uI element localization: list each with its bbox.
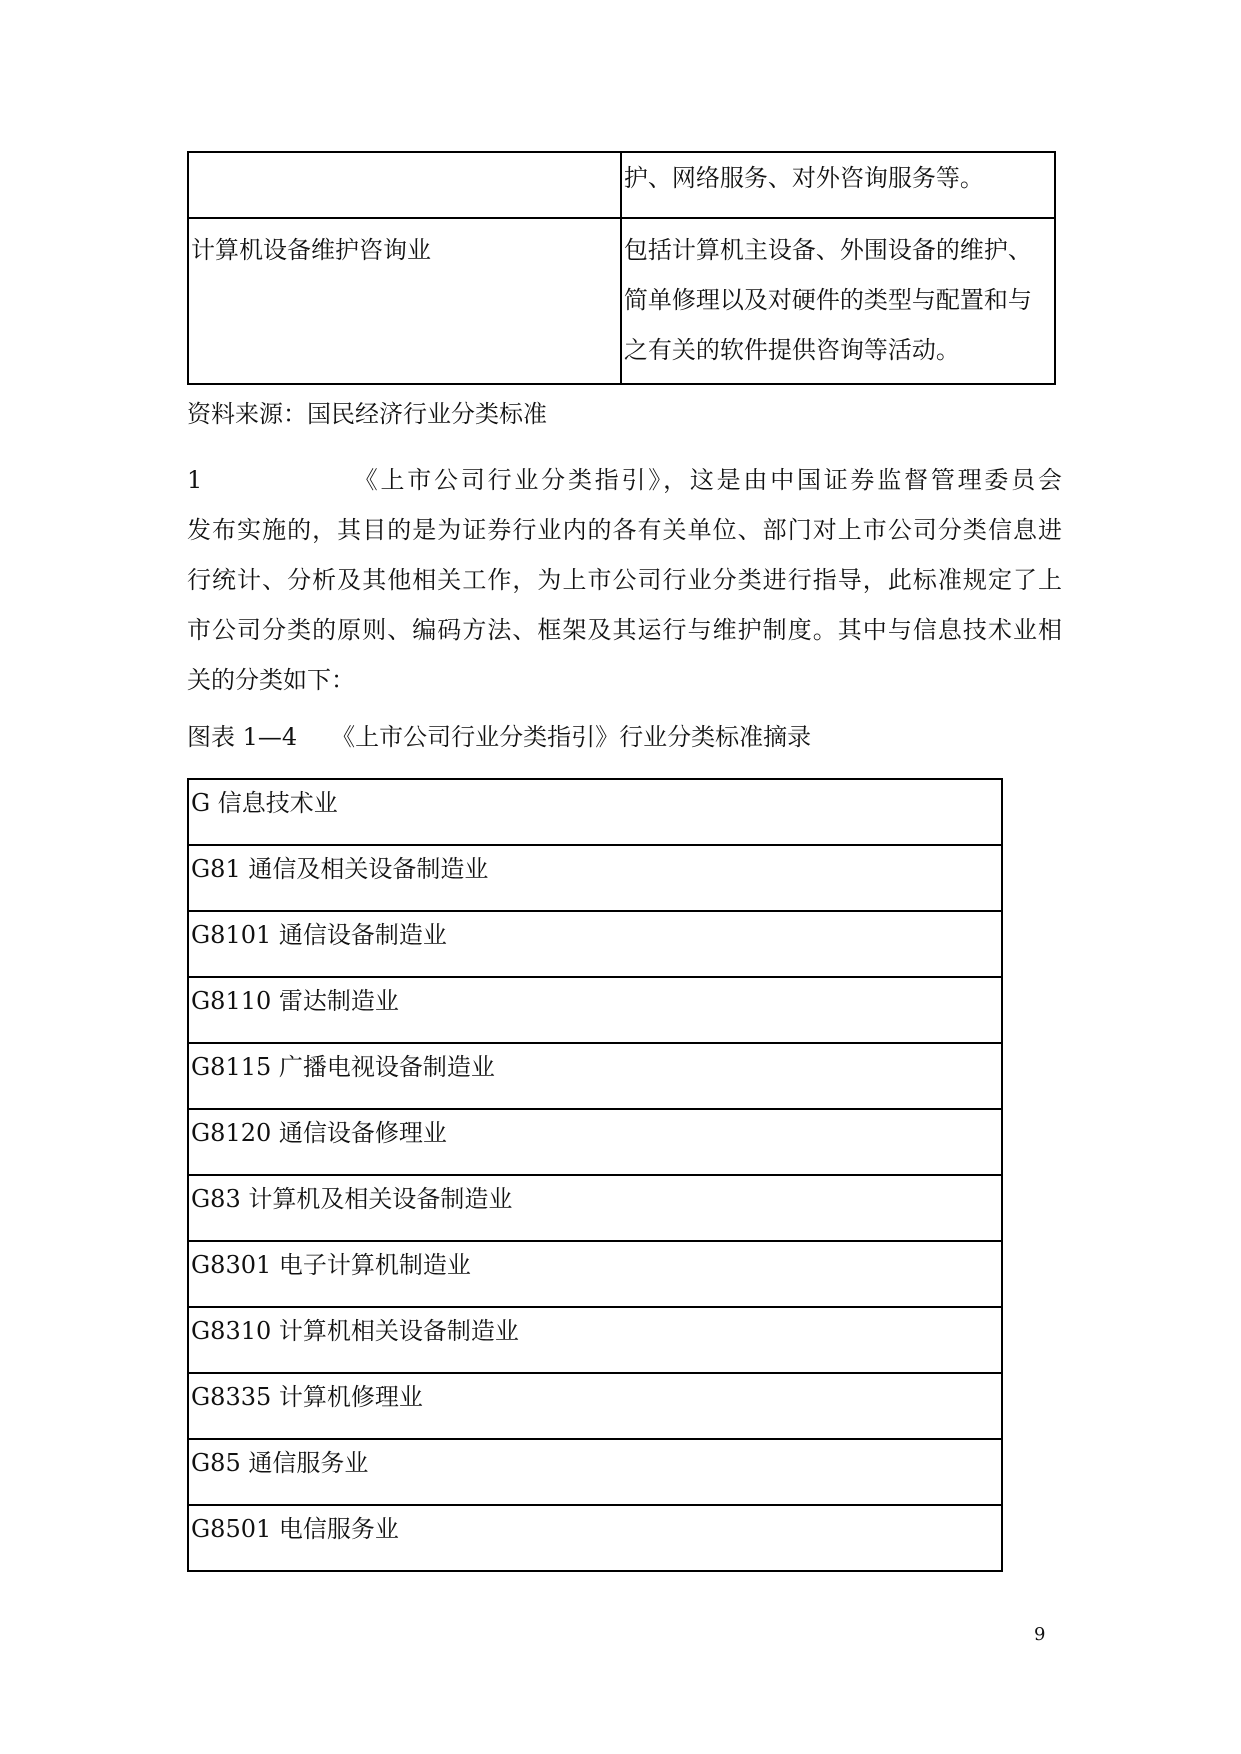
industry-description-table <box>187 151 1056 385</box>
table-cell: G8115 广播电视设备制造业 <box>188 1043 1002 1109</box>
table-cell: G81 通信及相关设备制造业 <box>188 845 1002 911</box>
paragraph-line: 1 《上市公司行业分类指引》，这是由中国证券监督管理委员会 <box>187 466 1062 494</box>
table-cell: G8310 计算机相关设备制造业 <box>188 1307 1002 1373</box>
table-cell: G83 计算机及相关设备制造业 <box>188 1175 1002 1241</box>
industry-classification-table <box>187 778 1003 1572</box>
table-caption <box>187 717 811 752</box>
description-line: 简单修理以及对硬件的类型与配置和与 <box>623 286 1032 314</box>
description-line: 护、网络服务、对外咨询服务等。 <box>623 164 984 192</box>
table-row <box>188 779 1002 845</box>
description-line: 包括计算机主设备、外围设备的维护、 <box>623 236 1032 264</box>
table-cell: G8101 通信设备制造业 <box>188 911 1002 977</box>
table-row <box>188 911 1002 977</box>
table-row <box>188 152 1055 218</box>
table-row <box>188 845 1002 911</box>
table-cell: G8110 雷达制造业 <box>188 977 1002 1043</box>
table-cell-description <box>621 152 1055 218</box>
paragraph-line: 行统计、分析及其他相关工作，为上市公司行业分类进行指导，此标准规定了上 <box>187 566 1062 594</box>
table-row <box>188 1043 1002 1109</box>
source-note: 资料来源：国民经济行业分类标准 <box>187 400 547 428</box>
table-cell: G8301 电子计算机制造业 <box>188 1241 1002 1307</box>
table-cell-category: 计算机设备维护咨询业 <box>188 218 621 384</box>
table-row <box>188 1373 1002 1439</box>
table-cell-category <box>188 152 621 218</box>
table-row <box>188 1175 1002 1241</box>
table-row <box>188 977 1002 1043</box>
table-cell: G8120 通信设备修理业 <box>188 1109 1002 1175</box>
table-row <box>188 1439 1002 1505</box>
body-paragraph <box>187 455 1062 705</box>
caption-label: 图表 1—4 <box>187 723 298 751</box>
paragraph-line: 市公司分类的原则、编码方法、框架及其运行与维护制度。其中与信息技术业相 <box>187 616 1062 644</box>
table-row <box>188 1241 1002 1307</box>
table-row <box>188 218 1055 384</box>
table-cell: G8335 计算机修理业 <box>188 1373 1002 1439</box>
table-cell: G8501 电信服务业 <box>188 1505 1002 1571</box>
table-cell: G 信息技术业 <box>188 779 1002 845</box>
page-number: 9 <box>1034 1624 1046 1645</box>
table-cell-description <box>621 218 1055 384</box>
caption-title: 《上市公司行业分类指引》行业分类标准摘录 <box>331 723 812 751</box>
description-line: 之有关的软件提供咨询等活动。 <box>623 336 960 364</box>
table-row <box>188 1109 1002 1175</box>
paragraph-line: 关的分类如下： <box>187 666 355 694</box>
paragraph-line: 发布实施的，其目的是为证券行业内的各有关单位、部门对上市公司分类信息进 <box>187 516 1062 544</box>
table-row <box>188 1505 1002 1571</box>
table-cell: G85 通信服务业 <box>188 1439 1002 1505</box>
table-row <box>188 1307 1002 1373</box>
